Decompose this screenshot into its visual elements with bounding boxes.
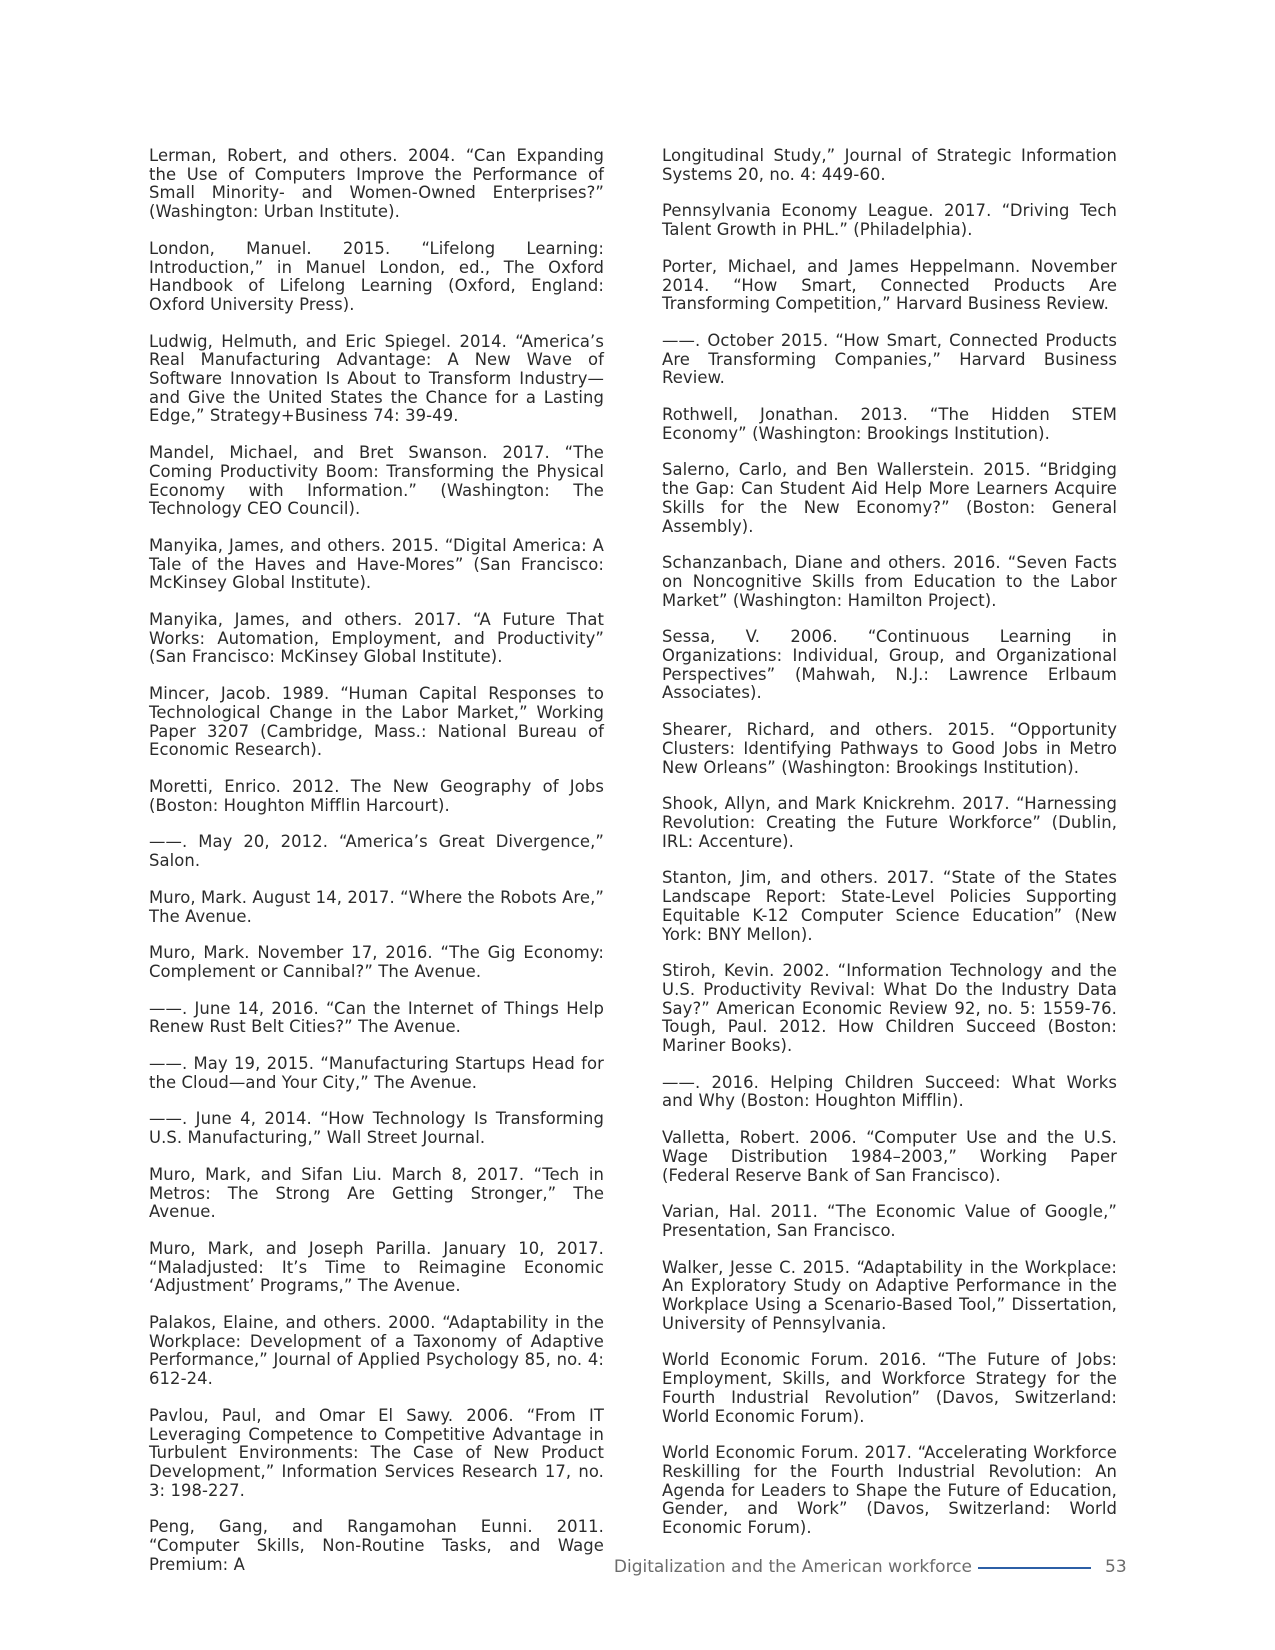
reference-entry: Palakos, Elaine, and others. 2000. “Adaptability in the Workplace: Development of a Taxonomy of Adaptive Performance,” Journal of Applied Psychology 85, no. 4: 612-24. (149, 1313, 604, 1389)
reference-entry: Mandel, Michael, and Bret Swanson. 2017. “The Coming Productivity Boom: Transforming the Physical Economy with Information.” (Washington: The Technology CEO Council). (149, 443, 604, 519)
reference-entry: Schanzanbach, Diane and others. 2016. “Seven Facts on Noncognitive Skills from Education to the Labor Market” (Washington: Hamilton Project). (662, 553, 1117, 610)
reference-entry: World Economic Forum. 2017. “Accelerating Workforce Reskilling for the Fourth Industrial Revolution: An Agenda for Leaders to Shape the Future of Education, Gender, and Work” (Davos, Switzerland: World Economic Forum). (662, 1443, 1117, 1538)
reference-entry: Muro, Mark. November 17, 2016. “The Gig Economy: Complement or Cannibal?” The Avenue. (149, 943, 604, 981)
reference-entry: Valletta, Robert. 2006. “Computer Use and the U.S. Wage Distribution 1984–2003,” Working Paper (Federal Reserve Bank of San Francisco). (662, 1128, 1117, 1185)
reference-entry: Pavlou, Paul, and Omar El Sawy. 2006. “From IT Leveraging Competence to Competitive Advantage in Turbulent Environments: The Case of New Product Development,” Information Services Research 17, no. 3: 198-227. (149, 1405, 604, 1500)
reference-entry: ——. May 19, 2015. “Manufacturing Startups Head for the Cloud—and Your City,” The Avenue. (149, 1054, 604, 1092)
reference-entry: Peng, Gang, and Rangamohan Eunni. 2011. “Computer Skills, Non-Routine Tasks, and Wage Premium: A (149, 1517, 604, 1574)
reference-entry: Muro, Mark, and Sifan Liu. March 8, 2017. “Tech in Metros: The Strong Are Getting Stronger,” The Avenue. (149, 1164, 604, 1222)
reference-entry: Muro, Mark, and Joseph Parilla. January 10, 2017. “Maladjusted: It’s Time to Reimagine Economic ‘Adjustment’ Programs,” The Avenue. (149, 1238, 604, 1296)
reference-entry: Mincer, Jacob. 1989. “Human Capital Responses to Technological Change in the Labor Market,” Working Paper 3207 (Cambridge, Mass.: National Bureau of Economic Research). (149, 684, 604, 760)
reference-entry: Walker, Jesse C. 2015. “Adaptability in the Workplace: An Exploratory Study on Adaptive Performance in the Workplace Using a Scenario-Based Tool,” Dissertation, University of Pennsylvania. (662, 1257, 1117, 1333)
references-column-left (149, 147, 604, 1592)
footer-title: Digitalization and the American workforce (613, 1557, 972, 1577)
reference-entry: Stiroh, Kevin. 2002. “Information Technology and the U.S. Productivity Revival: What Do the Industry Data Say?” American Economic Review 92, no. 5: 1559-76. Tough, Paul. 2012. How Children Succeed (Boston: Mariner Books). (662, 961, 1117, 1056)
reference-entry: ——. May 20, 2012. “America’s Great Divergence,” Salon. (149, 832, 604, 871)
reference-entry: ——. June 4, 2014. “How Technology Is Transforming U.S. Manufacturing,” Wall Street Journal. (149, 1109, 604, 1148)
reference-entry: ——. October 2015. “How Smart, Connected Products Are Transforming Companies,” Harvard Business Review. (662, 330, 1117, 388)
reference-entry: Porter, Michael, and James Heppelmann. November 2014. “How Smart, Connected Products Are Transforming Competition,” Harvard Business Review. (662, 256, 1117, 314)
reference-entry: ——. June 14, 2016. “Can the Internet of Things Help Renew Rust Belt Cities?” The Avenue. (149, 998, 604, 1037)
reference-entry: ——. 2016. Helping Children Succeed: What Works and Why (Boston: Houghton Mifflin). (662, 1072, 1117, 1111)
page-number: 53 (1105, 1557, 1127, 1577)
reference-entry: Manyika, James, and others. 2017. “A Future That Works: Automation, Employment, and Productivity” (San Francisco: McKinsey Global Institute). (149, 610, 604, 667)
reference-entry: Varian, Hal. 2011. “The Economic Value of Google,” Presentation, San Francisco. (662, 1202, 1117, 1240)
reference-entry: Stanton, Jim, and others. 2017. “State of the States Landscape Report: State-Level Policies Supporting Equitable K-12 Computer Science Education” (New York: BNY Mellon). (662, 868, 1117, 944)
reference-entry: Ludwig, Helmuth, and Eric Spiegel. 2014. “America’s Real Manufacturing Advantage: A New Wave of Software Innovation Is About to Transform Industry—and Give the United States the Chance for a Lasting Edge,” Strategy+Business 74: 39-49. (149, 331, 604, 426)
reference-entry: Longitudinal Study,” Journal of Strategic Information Systems 20, no. 4: 449-60. (662, 146, 1117, 184)
reference-entry: Pennsylvania Economy League. 2017. “Driving Tech Talent Growth in PHL.” (Philadelphia). (662, 201, 1117, 240)
reference-entry: World Economic Forum. 2016. “The Future of Jobs: Employment, Skills, and Workforce Strategy for the Fourth Industrial Revolution” (Davos, Switzerland: World Economic Forum). (662, 1350, 1117, 1426)
footer-rule (978, 1567, 1091, 1569)
reference-entry: Shook, Allyn, and Mark Knickrehm. 2017. “Harnessing Revolution: Creating the Future Workforce” (Dublin, IRL: Accenture). (662, 794, 1117, 851)
references-column-right (662, 147, 1117, 1556)
reference-entry: Moretti, Enrico. 2012. The New Geography of Jobs (Boston: Houghton Mifflin Harcourt). (149, 776, 604, 815)
reference-entry: Rothwell, Jonathan. 2013. “The Hidden STEM Economy” (Washington: Brookings Institution). (662, 405, 1117, 443)
reference-entry: Muro, Mark. August 14, 2017. “Where the Robots Are,” The Avenue. (149, 887, 604, 926)
reference-entry: Shearer, Richard, and others. 2015. “Opportunity Clusters: Identifying Pathways to Good Jobs in Metro New Orleans” (Washington: Brookings Institution). (662, 720, 1117, 777)
reference-entry: Salerno, Carlo, and Ben Wallerstein. 2015. “Bridging the Gap: Can Student Aid Help More Learners Acquire Skills for the New Economy?” (Boston: General Assembly). (662, 460, 1117, 536)
reference-entry: Manyika, James, and others. 2015. “Digital America: A Tale of the Haves and Have-Mores” (San Francisco: McKinsey Global Institute). (149, 535, 604, 593)
reference-entry: London, Manuel. 2015. “Lifelong Learning: Introduction,” in Manuel London, ed., The Oxford Handbook of Lifelong Learning (Oxford, England: Oxford University Press). (149, 238, 604, 314)
reference-entry: Sessa, V. 2006. “Continuous Learning in Organizations: Individual, Group, and Organizational Perspectives” (Mahwah, N.J.: Lawrence Erlbaum Associates). (662, 627, 1117, 703)
reference-entry: Lerman, Robert, and others. 2004. “Can Expanding the Use of Computers Improve the Performance of Small Minority- and Women-Owned Enterprises?” (Washington: Urban Institute). (149, 146, 604, 222)
